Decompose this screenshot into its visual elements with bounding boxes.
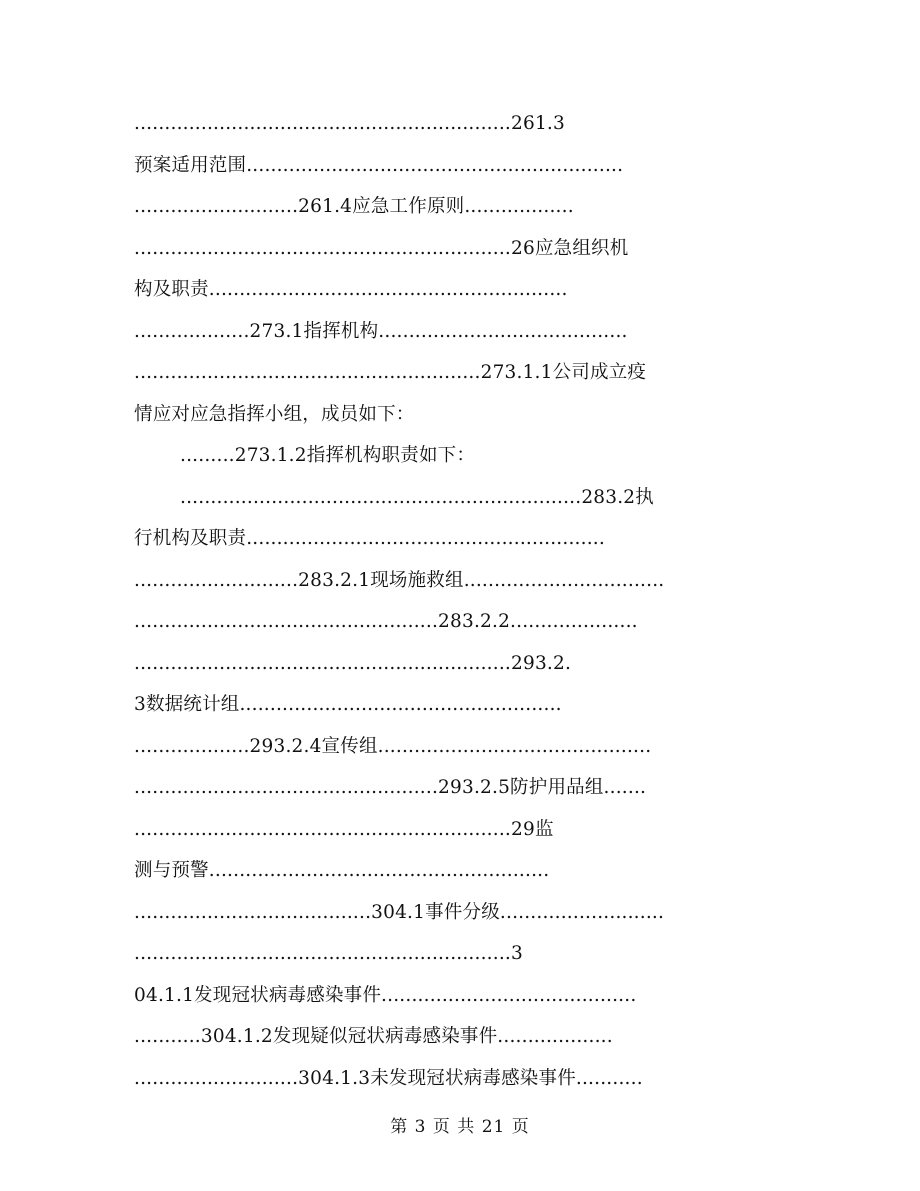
toc-line: 04.1.1发现冠状病毒感染事件.......................................... bbox=[134, 984, 637, 1006]
toc-line: ..................................................293.2.5防护用品组....... bbox=[134, 777, 647, 798]
toc-line: 构及职责........................................................... bbox=[134, 279, 568, 300]
table-of-contents bbox=[134, 110, 776, 1106]
toc-line: .........273.1.2指挥机构职责如下： bbox=[180, 445, 476, 466]
toc-line: ..............................................................261.3 bbox=[134, 113, 565, 134]
page-footer: 第 3 页 共 21 页 bbox=[390, 1117, 530, 1137]
toc-line: 行机构及职责........................................................... bbox=[134, 528, 605, 549]
toc-line: ...................293.2.4宣传组............................................. bbox=[134, 735, 652, 757]
toc-line: 测与预警........................................................ bbox=[134, 860, 550, 881]
toc-line: ...........................304.1.3未发现冠状病毒感染事件........... bbox=[134, 1067, 643, 1089]
toc-line: ..............................................................3 bbox=[134, 943, 523, 964]
toc-line: ..............................................................26应急组织机 bbox=[134, 237, 629, 259]
toc-line: ...........304.1.2发现疑似冠状病毒感染事件................... bbox=[134, 1026, 613, 1047]
toc-line: 情应对应急指挥小组，成员如下： bbox=[134, 403, 415, 425]
toc-line: ..................................................................283.2执 bbox=[180, 486, 654, 508]
toc-line: ...........................261.4应急工作原则.................. bbox=[134, 196, 574, 217]
toc-line: .......................................304.1事件分级........................... bbox=[134, 901, 665, 923]
toc-line: 预案适用范围.............................................................. bbox=[134, 154, 624, 176]
toc-line: ..................................................283.2.2..................... bbox=[134, 611, 638, 632]
toc-line: ...................273.1指挥机构......................................... bbox=[134, 320, 628, 342]
toc-line: .........................................................273.1.1公司成立疫 bbox=[134, 362, 647, 383]
toc-line: ..............................................................29监 bbox=[134, 818, 554, 840]
toc-line: 3数据统计组..................................................... bbox=[134, 694, 562, 715]
toc-line: ..............................................................293.2. bbox=[134, 652, 572, 674]
toc-line: ...........................283.2.1现场施救组................................. bbox=[134, 569, 665, 591]
